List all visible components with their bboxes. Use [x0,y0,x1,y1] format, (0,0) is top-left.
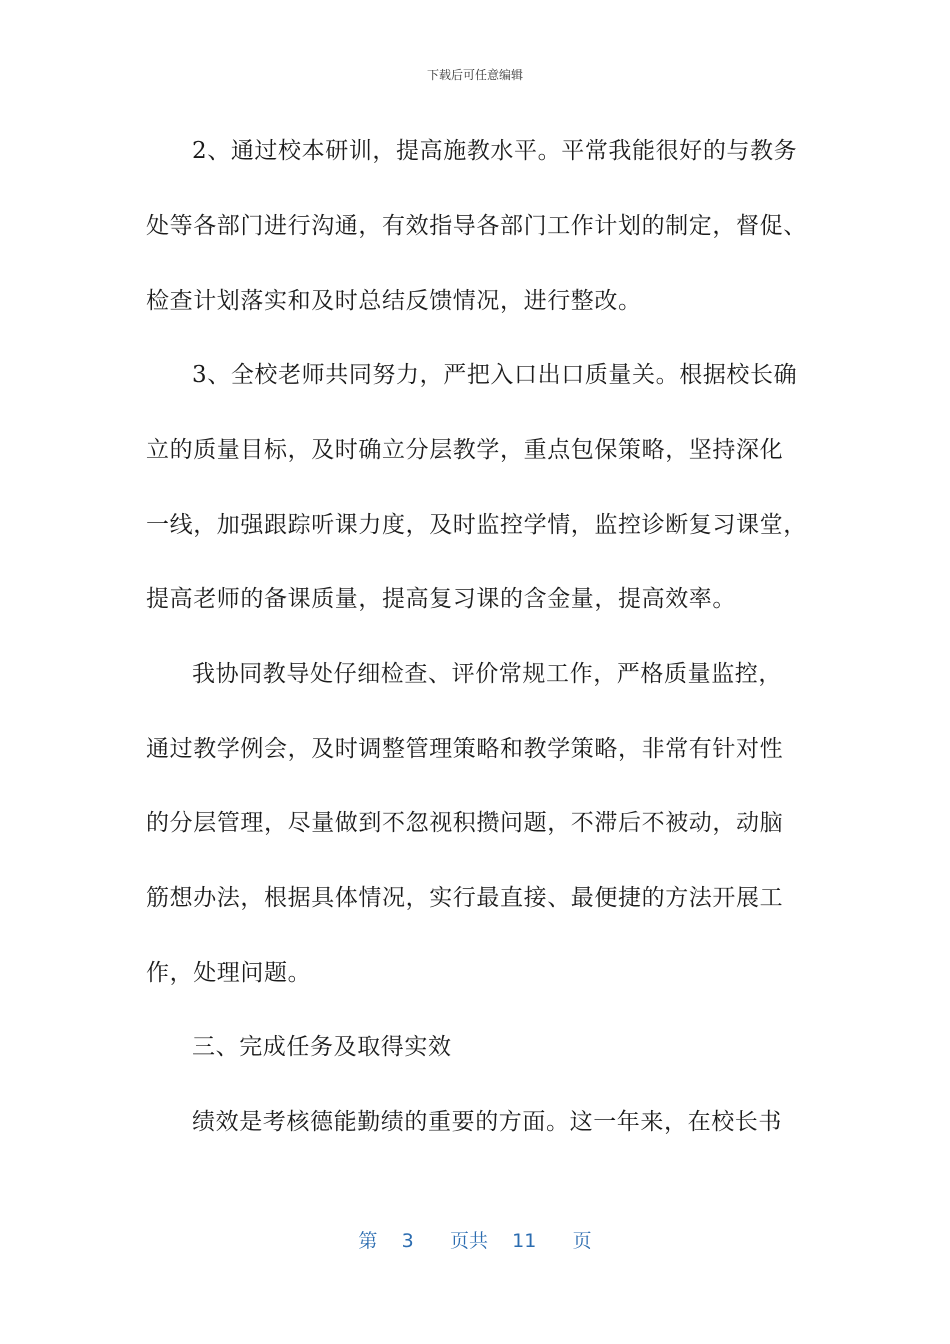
page-footer [0,1226,950,1253]
section-heading: 三、完成任务及取得实效 [192,1034,452,1060]
paragraph-line: 立的质量目标，及时确立分层教学，重点包保策略，坚持深化 [146,437,784,463]
paragraph-line: 处等各部门进行沟通，有效指导各部门工作计划的制定，督促、 [146,213,807,239]
paragraph-line: 我协同教导处仔细检查、评价常规工作，严格质量监控， [192,661,782,687]
page-label-suffix: 页 [572,1230,592,1252]
page-label-prefix: 第 [358,1230,378,1252]
paragraph-line: 筋想办法，根据具体情况，实行最直接、最便捷的方法开展工 [146,885,784,911]
paragraph-line: 检查计划落实和及时总结反馈情况，进行整改。 [146,288,642,314]
paragraph-line: 绩效是考核德能勤绩的重要的方面。这一年来，在校长书 [192,1109,782,1135]
total-pages-number: 11 [512,1230,537,1252]
paragraph-line: 通过教学例会，及时调整管理策略和教学策略，非常有针对性 [146,736,784,762]
paragraph-line: 提高老师的备课质量，提高复习课的含金量，提高效率。 [146,586,736,612]
paragraph-line: 3、全校老师共同努力，严把入口出口质量关。根据校长确 [192,362,798,388]
paragraph-line: 的分层管理，尽量做到不忽视积攒问题，不滞后不被动，动脑 [146,810,784,836]
page-label-mid: 页共 [449,1230,488,1252]
current-page-number: 3 [401,1230,414,1252]
paragraph-line: 2、通过校本研训，提高施教水平。平常我能很好的与教务 [192,138,798,164]
paragraph-line: 一线，加强跟踪听课力度，及时监控学情，监控诊断复习课堂， [146,512,807,538]
page-header: 下载后可任意编辑 [426,68,523,82]
paragraph-line: 作，处理问题。 [146,960,312,986]
